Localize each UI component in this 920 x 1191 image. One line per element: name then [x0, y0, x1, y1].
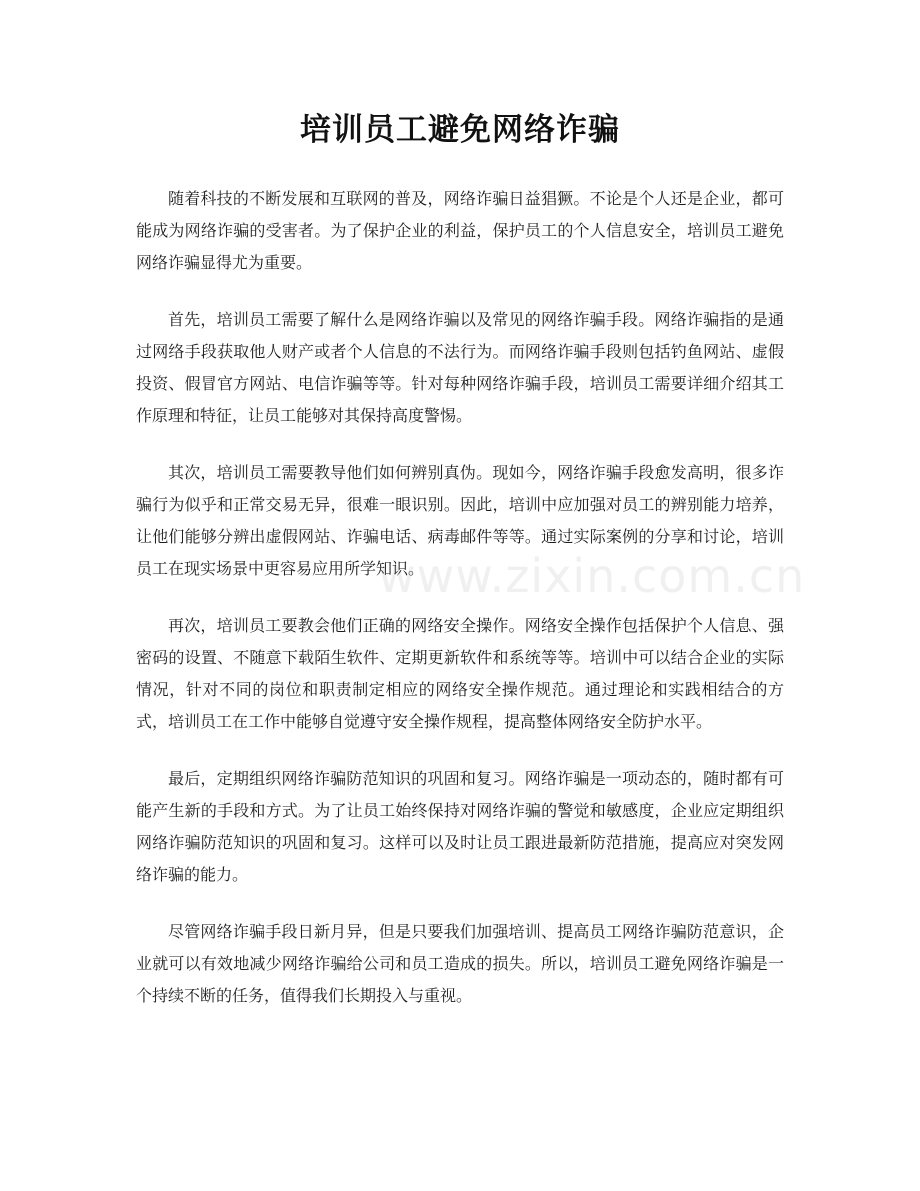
watermark: www.zixin.com.cn — [378, 549, 806, 603]
paragraph-first: 首先，培训员工需要了解什么是网络诈骗以及常见的网络诈骗手段。网络诈骗指的是通过网络手段获取他人财产或者个人信息的不法行为。而网络诈骗手段则包括钓鱼网站、虚假投资、假冒官方网站、电信诈骗等等。针对每种网络诈骗手段，培训员工需要详细介绍其工作原理和特征，让员工能够对其保持高度警惕。 — [136, 310, 784, 425]
paragraph-fourth: 最后，定期组织网络诈骗防范知识的巩固和复习。网络诈骗是一项动态的，随时都有可能产生新的手段和方式。为了让员工始终保持对网络诈骗的警觉和敏感度，企业应定期组织网络诈骗防范知识的巩固和复习。这样可以及时让员工跟进最新防范措施，提高应对突发网络诈骗的能力。 — [136, 769, 784, 884]
document-title: 培训员工避免网络诈骗 — [300, 112, 620, 148]
document-body — [136, 183, 784, 1037]
paragraph-conclusion: 尽管网络诈骗手段日新月异，但是只要我们加强培训、提高员工网络诈骗防范意识，企业就可以有效地减少网络诈骗给公司和员工造成的损失。所以，培训员工避免网络诈骗是一个持续不断的任务，值得我们长期投入与重视。 — [136, 922, 784, 1005]
paragraph-intro: 随着科技的不断发展和互联网的普及，网络诈骗日益猖獗。不论是个人还是企业，都可能成为网络诈骗的受害者。为了保护企业的利益，保护员工的个人信息安全，培训员工避免网络诈骗显得尤为重要。 — [136, 189, 784, 272]
paragraph-third: 再次，培训员工要教会他们正确的网络安全操作。网络安全操作包括保护个人信息、强密码的设置、不随意下载陌生软件、定期更新软件和系统等等。培训中可以结合企业的实际情况，针对不同的岗位和职责制定相应的网络安全操作规范。通过理论和实践相结合的方式，培训员工在工作中能够自觉遵守安全操作规程，提高整体网络安全防护水平。 — [136, 616, 784, 731]
paragraph-second: 其次，培训员工需要教导他们如何辨别真伪。现如今，网络诈骗手段愈发高明，很多诈骗行为似乎和正常交易无异，很难一眼识别。因此，培训中应加强对员工的辨别能力培养，让他们能够分辨出虚假网站、诈骗电话、病毒邮件等等。通过实际案例的分享和讨论，培训员工在现实场景中更容易应用所学知识。 — [136, 463, 784, 578]
